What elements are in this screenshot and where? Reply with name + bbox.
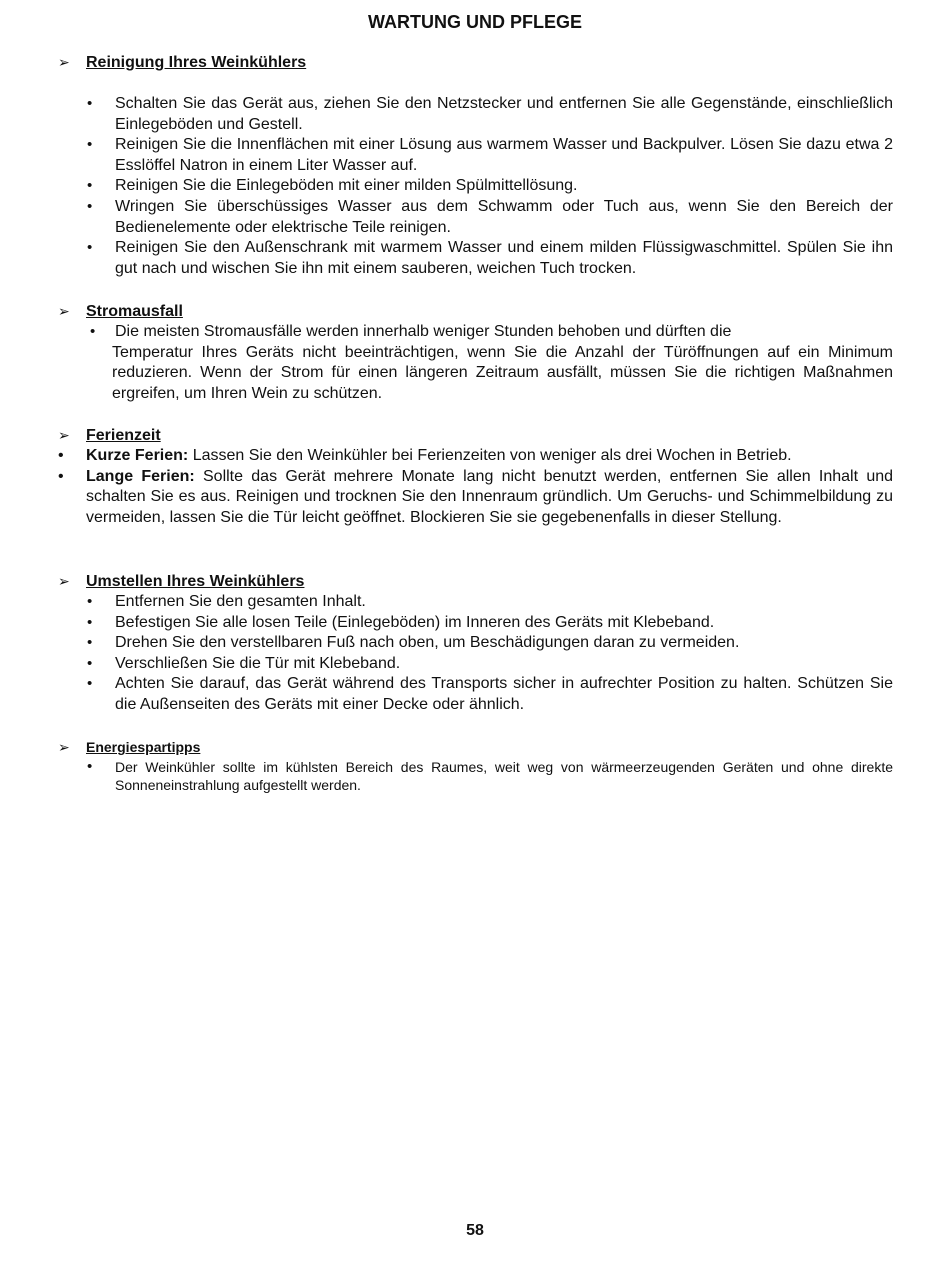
section-heading-ferienzeit: [58, 425, 161, 446]
heading-text: Umstellen Ihres Weinkühlers: [86, 573, 305, 590]
list-item: [0, 94, 950, 135]
list-item: [0, 467, 950, 529]
list-item: [0, 633, 950, 654]
arrow-icon: ➢: [58, 303, 70, 319]
list-item-text: Achten Sie darauf, das Gerät während des Transports sicher in aufrechter Position zu halten. Schützen Sie die Außenseiten des Geräts mit einer Decke oder ähnlich.: [115, 675, 893, 713]
list-item: [0, 176, 950, 197]
list-item: [0, 197, 950, 238]
page-number: 58: [466, 1222, 484, 1239]
energiespartipps-list: [0, 758, 950, 794]
arrow-icon: ➢: [58, 573, 70, 589]
list-item-text: Wringen Sie überschüssiges Wasser aus dem Schwamm oder Tuch aus, wenn Sie den Bereich der Bedienelemente oder elektrische Teile reinigen.: [115, 197, 893, 236]
bullet-icon: •: [87, 136, 93, 154]
list-item: [0, 446, 950, 467]
section-heading-energiespartipps: [58, 737, 200, 757]
item-label: Lange Ferien:: [86, 467, 195, 485]
arrow-icon: ➢: [58, 427, 70, 443]
bullet-icon: •: [87, 634, 93, 652]
list-item: [0, 758, 950, 794]
bullet-icon: •: [58, 447, 64, 464]
list-item-text: Temperatur Ihres Geräts nicht beeinträchtigen, wenn Sie die Anzahl der Türöffnungen auf ein Minimum reduzieren. Wenn der Strom für einen längeren Zeitraum ausfällt, müssen Sie die richtigen Maßnahmen ergreifen, um Ihren Wein zu schützen.: [112, 343, 893, 402]
list-item-text: [86, 446, 893, 467]
list-item: [0, 135, 950, 176]
heading-text: Energiespartipps: [86, 739, 201, 755]
bullet-icon: •: [87, 95, 93, 112]
list-item: [0, 674, 950, 715]
list-item-text: Verschließen Sie die Tür mit Klebeband.: [115, 654, 401, 672]
list-item-text: Reinigen Sie die Innenflächen mit einer Lösung aus warmem Wasser und Backpulver. Lösen Sie dazu etwa 2 Esslöffel Natron in einem Liter Wasser auf.: [115, 136, 893, 174]
section-heading-stromausfall: [58, 301, 183, 322]
item-body: Sollte das Gerät mehrere Monate lang nicht benutzt werden, entfernen Sie allen Inhalt und schalten Sie es aus. Reinigen und trocknen Sie den Innenraum gründlich. Um Geruchs- und Schimmelbildung zu vermeiden, lassen Sie die Tür leicht geöffnet. Blockieren Sie sie gegebenenfalls in dieser Stellung.: [86, 467, 894, 526]
item-body: Lassen Sie den Weinkühler bei Ferienzeiten von weniger als drei Wochen in Betrieb.: [188, 447, 792, 464]
list-item-text: Entfernen Sie den gesamten Inhalt.: [115, 593, 366, 610]
bullet-icon: •: [87, 177, 93, 195]
heading-text: Stromausfall: [86, 303, 183, 320]
bullet-icon: •: [87, 197, 93, 215]
list-item: [0, 322, 950, 404]
section-heading-umstellen: [58, 571, 304, 592]
list-item-text: Schalten Sie das Gerät aus, ziehen Sie den Netzstecker und entfernen Sie alle Gegenstände, einschließlich Einlegeböden und Gestell.: [115, 95, 893, 133]
ferienzeit-list: [0, 446, 950, 528]
list-item-first-line: Die meisten Stromausfälle werden innerhalb weniger Stunden behoben und dürften die: [115, 323, 732, 340]
arrow-icon: ➢: [58, 54, 70, 70]
list-item: [0, 592, 950, 613]
bullet-icon: •: [58, 467, 64, 485]
heading-text: Ferienzeit: [86, 427, 161, 444]
list-item: [0, 613, 950, 634]
bullet-icon: •: [87, 239, 93, 257]
heading-text: Reinigung Ihres Weinkühlers: [86, 54, 307, 71]
list-item: [0, 654, 950, 675]
bullet-icon: •: [87, 654, 93, 672]
list-item-text: Drehen Sie den verstellbaren Fuß nach oben, um Beschädigungen daran zu vermeiden.: [115, 634, 740, 652]
list-item-text: Reinigen Sie den Außenschrank mit warmem Wasser und einem milden Flüssigwaschmittel. Spülen Sie ihn gut nach und wischen Sie ihn mit einem sauberen, weichen Tuch trocken.: [115, 239, 893, 277]
list-item-text: Reinigen Sie die Einlegeböden mit einer milden Spülmittellösung.: [115, 177, 578, 195]
bullet-icon: •: [87, 613, 93, 631]
list-item-text: [86, 467, 893, 529]
section-heading-reinigung: [58, 52, 306, 73]
reinigung-list: [0, 94, 950, 279]
list-item: [0, 238, 950, 279]
bullet-icon: •: [87, 675, 93, 693]
stromausfall-list: [0, 322, 950, 404]
item-label: Kurze Ferien:: [86, 447, 189, 464]
bullet-icon: •: [87, 593, 93, 610]
arrow-icon: ➢: [58, 739, 70, 755]
page-title: WARTUNG UND PFLEGE: [368, 12, 582, 32]
list-item-text: Befestigen Sie alle losen Teile (Einlegeböden) im Inneren des Geräts mit Klebeband.: [115, 613, 715, 631]
bullet-icon: •: [87, 758, 93, 775]
bullet-icon: •: [90, 323, 96, 340]
list-item-text: Der Weinkühler sollte im kühlsten Bereich des Raumes, weit weg von wärmeerzeugenden Geräten und ohne direkte Sonneneinstrahlung aufgestellt werden.: [115, 759, 893, 793]
umstellen-list: [0, 592, 950, 716]
